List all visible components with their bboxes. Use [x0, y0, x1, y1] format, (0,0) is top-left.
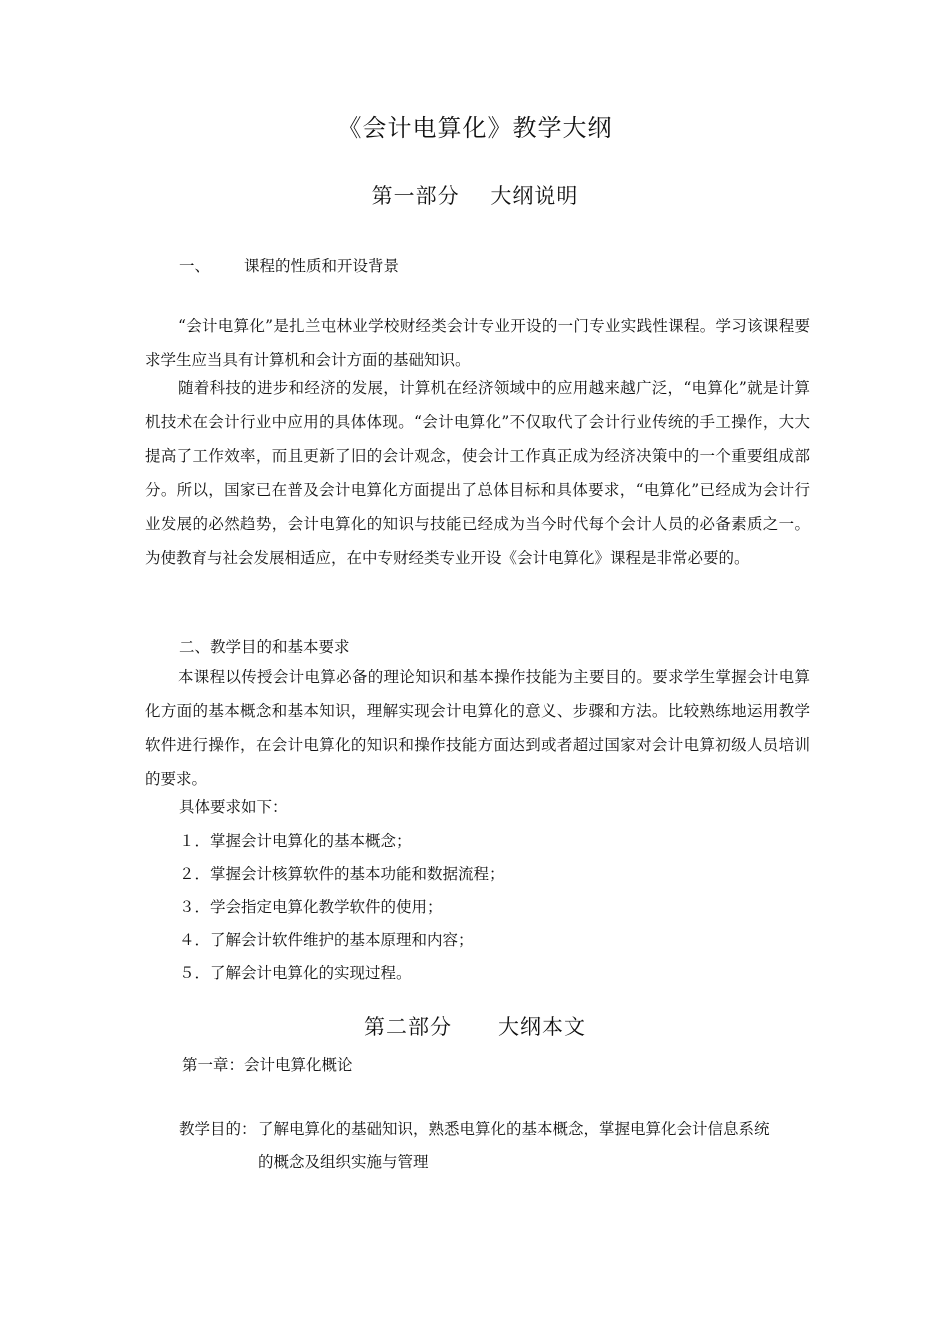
part1-heading: 第一部分 大纲说明 [371, 184, 579, 208]
requirement-item: ５．了解会计电算化的实现过程。 [179, 964, 412, 982]
requirement-item: ２．掌握会计核算软件的基本功能和数据流程； [179, 865, 505, 883]
section2-paragraph: 本课程以传授会计电算必备的理论知识和基本操作技能为主要目的。要求学生掌握会计电算化方面的基本概念和基本知识，理解实现会计电算化的意义、步骤和方法。比较熟练地运用教学软件进行操作，在会计电算化的知识和操作技能方面达到或者超过国家对会计电算初级人员培训的要求。 [145, 668, 810, 788]
teaching-goal-line-1: 了解电算化的基础知识，熟悉电算化的基本概念，掌握电算化会计信息系统 [258, 1120, 770, 1138]
requirement-item: ４．了解会计软件维护的基本原理和内容； [179, 931, 474, 949]
section1-paragraph-1: “会计电算化”是扎兰屯林业学校财经类会计专业开设的一门专业实践性课程。学习该课程要求学生应当具有计算机和会计方面的基础知识。 [145, 317, 810, 369]
part2-heading: 第二部分 大纲本文 [363, 1015, 587, 1039]
section1-paragraph-2: 随着科技的进步和经济的发展，计算机在经济领域中的应用越来越广泛，“电算化”就是计算机技术在会计行业中应用的具体体现。“会计电算化”不仅取代了会计行业传统的手工操作，大大提高了工作效率，而且更新了旧的会计观念，使会计工作真正成为经济决策中的一个重要组成部分。所以，国家已在普及会计电算化方面提出了总体目标和具体要求，“电算化”已经成为会计行业发展的必然趋势，会计电算化的知识与技能已经成为当今时代每个会计人员的必备素质之一。为使教育与社会发展相适应，在中专财经类专业开设《会计电算化》课程是非常必要的。 [145, 379, 810, 567]
document-title: 《会计电算化》教学大纲 [337, 114, 613, 142]
chapter1-title: 第一章：会计电算化概论 [182, 1056, 353, 1074]
section2-title: 二、教学目的和基本要求 [179, 638, 350, 656]
section1-number: 一、 [179, 257, 211, 275]
requirements-intro: 具体要求如下： [179, 798, 288, 816]
section1-title: 课程的性质和开设背景 [244, 257, 400, 275]
requirement-item: １．掌握会计电算化的基本概念； [179, 832, 412, 850]
teaching-goal-line-2: 的概念及组织实施与管理 [258, 1153, 429, 1171]
requirement-item: ３．学会指定电算化教学软件的使用； [179, 898, 443, 916]
teaching-goal-label: 教学目的： [179, 1120, 257, 1138]
